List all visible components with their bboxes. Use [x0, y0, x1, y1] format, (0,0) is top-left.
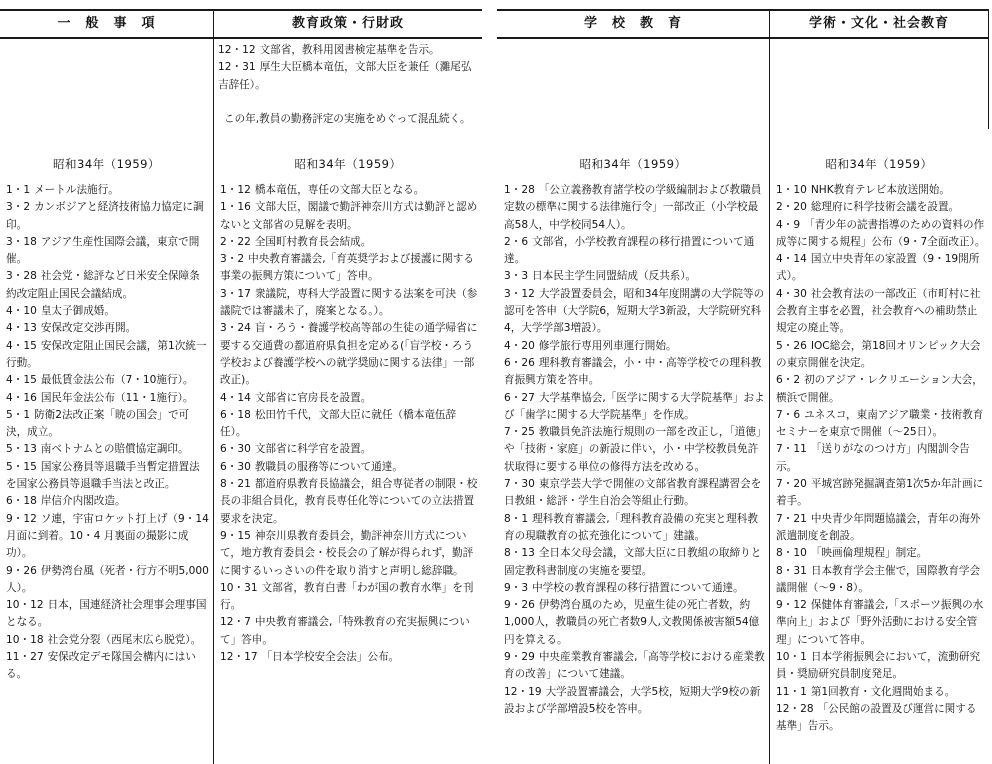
- entry-text: NHK教育テレビ本放送開始。: [810, 184, 950, 196]
- entry-text: 衆議院，専科大学設置に関する法案を可決（参議院では審議未了，廃案となる。）。: [220, 287, 478, 318]
- entry-date: 10・18: [6, 633, 44, 646]
- entry-date: 8・13: [504, 547, 535, 560]
- entry-date: 6・26: [504, 356, 535, 369]
- list-item: [774, 372, 986, 407]
- list-item: [774, 701, 986, 736]
- entry-text: 日本，国連経済社会理事会理事国となる。: [6, 599, 207, 629]
- entry-date: 1・10: [776, 184, 807, 196]
- entry-date: 6・30: [220, 443, 251, 456]
- list-item: [774, 511, 986, 546]
- entry-date: 8・31: [776, 564, 807, 577]
- list-item: [4, 182, 210, 199]
- entry-date: 4・14: [220, 391, 251, 404]
- entry-text: 平城宮跡発掘調査第1次5か年計画に着手。: [776, 478, 984, 508]
- entry-text: 岸信介内閣改造。: [40, 495, 126, 508]
- entry-date: 6・18: [6, 495, 37, 508]
- entry-date: 6・30: [220, 460, 251, 473]
- entry-date: 12・12: [218, 44, 256, 56]
- list-item: [502, 597, 767, 649]
- policy-continuation: [218, 42, 482, 128]
- entry-date: 12・17: [220, 651, 258, 664]
- entry-date: 3・2: [6, 201, 31, 214]
- year-note: この年,教員の勤務評定の実施をめぐって混乱続く。: [224, 112, 471, 125]
- entry-text: 全国町村教育長会結成。: [254, 235, 372, 248]
- entry-date: 11・27: [6, 651, 44, 664]
- era-label-culture: 昭和34年（1959）: [825, 157, 933, 171]
- entry-date: 3・28: [6, 270, 37, 283]
- list-item: [774, 286, 986, 338]
- entry-text: 神奈川県教育委員会，勤評神奈川方式について，地方教育委員会・校長会の了解が得られず，勤評に関するいっさいの件を取り消すと声明し総辞職。: [220, 529, 474, 577]
- list-item: [218, 528, 482, 580]
- entry-date: 5・26: [776, 339, 807, 352]
- entry-text: メートル法施行。: [34, 184, 119, 196]
- entry-text: 文部省，教科用図書検定基準を告示。: [259, 44, 440, 56]
- entry-text: 国民年金法公布（11・1施行）。: [40, 391, 194, 404]
- list-item: [4, 459, 210, 494]
- list-item: [218, 59, 482, 94]
- list-item: [502, 684, 767, 719]
- entry-text: 東京学芸大学で開催の文部省教育課程講習会を日教組・総評・学生自治会等組止行動。: [504, 478, 762, 508]
- list-item: [774, 441, 986, 476]
- entry-date: 2・20: [776, 201, 807, 214]
- list-item: [218, 614, 482, 649]
- entry-text: アジア生産性国際会議，東京で開催。: [6, 235, 200, 266]
- entry-date: 9・3: [504, 581, 529, 594]
- list-item: [774, 684, 986, 701]
- entry-date: 10・1: [776, 651, 807, 664]
- entry-text: 松田竹千代，文部大臣に就任（橋本竜伍辞任）。: [220, 408, 457, 439]
- entry-date: 12・31: [218, 61, 256, 74]
- list-item: [4, 268, 210, 303]
- list-item: [218, 459, 482, 476]
- list-item: [218, 182, 482, 199]
- list-item: [218, 234, 482, 251]
- list-item: [218, 649, 482, 666]
- entry-date: 7・21: [776, 512, 807, 525]
- list-item: [774, 182, 986, 199]
- era-label-policy: 昭和34年（1959）: [294, 157, 402, 171]
- entry-date: 8・1: [504, 512, 529, 525]
- list-item: [774, 338, 986, 373]
- entry-date: 8・21: [220, 478, 251, 491]
- list-item: [774, 217, 986, 252]
- entry-text: 安保改定交渉再開。: [40, 322, 137, 335]
- entry-date: 4・15: [6, 374, 37, 387]
- list-item: [4, 632, 210, 649]
- entry-date: 4・10: [6, 305, 37, 318]
- list-item: [4, 493, 210, 510]
- entry-text: 最低賃金法公布（7・10施行）。: [40, 374, 194, 387]
- list-item: [4, 390, 210, 407]
- entry-date: 4・16: [6, 391, 37, 404]
- entry-date: 7・6: [776, 408, 801, 421]
- entry-date: 7・11: [776, 443, 807, 456]
- entry-text: 社会党・総評など日米安全保障条約改定阻止国民会議結成。: [6, 270, 200, 300]
- entry-text: ソ連，宇宙ロケット打上げ（9・14月面に到着。10・4 月裏面の撮影に成功）。: [6, 512, 209, 560]
- entry-text: 中央産業教育審議会,「高等学校における産業教育の改善」について建議。: [504, 651, 765, 681]
- entry-text: 「公民館の設置及び運営に関する基準」告示。: [776, 702, 977, 733]
- list-item: [218, 251, 482, 286]
- list-item: [4, 511, 210, 563]
- column-divider: [769, 9, 770, 764]
- entry-text: 社会教育法の一部改正（市町村に社会教育主事を必置，社会教育への補助禁止規定の廃止等。: [776, 287, 981, 335]
- list-item: [774, 563, 986, 598]
- entry-date: 4・15: [6, 339, 37, 352]
- entry-date: 3・24: [220, 322, 251, 335]
- list-item: [4, 338, 210, 373]
- column-divider: [988, 9, 989, 129]
- entry-date: 6・2: [776, 374, 801, 387]
- school-column: [502, 182, 767, 718]
- entry-text: 日本教育学会主催で，国際教育学会議開催（〜9・8）。: [776, 564, 981, 594]
- era-label-school: 昭和34年（1959）: [579, 157, 687, 171]
- entry-text: 文部省に官房長を設置。: [254, 391, 372, 404]
- entry-text: 理科教育審議会,「理科教育設備の充実と理科教育の現職教育の拡充強化について」建議。: [504, 512, 758, 542]
- list-item: [502, 234, 767, 269]
- entry-date: 5・13: [6, 443, 37, 456]
- entry-text: IOC総会，第18回オリンピック大会の東京開催を決定。: [776, 339, 981, 369]
- entry-date: 6・27: [504, 391, 535, 404]
- entry-text: 日本民主学生同盟結成（反共系）。: [532, 270, 697, 283]
- entry-text: 「公立義務教育諸学校の学級編制および教職員定数の標準に関する法律施行令」一部改正（小学校最高58人，中学校同54人）。: [504, 184, 762, 231]
- entry-date: 4・30: [776, 287, 807, 300]
- entry-date: 12・28: [776, 702, 814, 715]
- list-item: [502, 649, 767, 684]
- list-item: [218, 441, 482, 458]
- list-item: [502, 268, 767, 285]
- entry-date: 10・31: [220, 581, 258, 594]
- entry-text: 文部省，小学校教育課程の移行措置について通達。: [504, 235, 755, 266]
- entry-date: 3・2: [220, 253, 245, 266]
- list-item: [502, 355, 767, 390]
- entry-text: 国家公務員等退職手当暫定措置法を国家公務員等退職手当法と改正。: [6, 460, 200, 491]
- list-item: [774, 476, 986, 511]
- header-bottom-rule: [497, 37, 989, 39]
- entry-date: 11・1: [776, 685, 807, 698]
- entry-text: 文部省に科学官を設置。: [254, 443, 372, 456]
- entry-text: 中央教育審議会,「育英奨学および援護に関する事業の振興方策について」答申。: [220, 253, 474, 283]
- list-item: [502, 476, 767, 511]
- culture-column: [774, 182, 986, 736]
- entry-date: 1・1: [6, 184, 31, 196]
- entry-date: 4・20: [504, 339, 535, 352]
- entry-date: 9・26: [504, 599, 535, 612]
- list-item: [4, 563, 210, 598]
- entry-text: 国立中央青年の家設置（9・19開所式）。: [776, 253, 980, 283]
- list-item: [774, 545, 986, 562]
- entry-text: 第1回教育・文化週間始まる。: [810, 685, 956, 698]
- entry-date: 1・28: [504, 184, 535, 196]
- list-item: [4, 649, 210, 684]
- list-item: [218, 320, 482, 389]
- entry-date: 12・7: [220, 616, 251, 629]
- header-bottom-rule: [0, 37, 482, 39]
- list-item: [218, 199, 482, 234]
- entry-text: 安保改定デモ隊国会構内にはいる。: [6, 651, 196, 681]
- entry-date: 4・9: [776, 218, 801, 231]
- entry-text: 初のアジア・レクリエーション大会，横浜で開催。: [776, 374, 983, 404]
- list-item: [4, 303, 210, 320]
- entry-text: 総理府に科学技術会議を設置。: [810, 201, 960, 214]
- entry-date: 5・1: [6, 408, 31, 421]
- list-item: [774, 407, 986, 442]
- policy-column: [218, 182, 482, 666]
- list-item: [774, 597, 986, 649]
- list-item: [502, 338, 767, 355]
- header-top-rule: [0, 9, 482, 11]
- list-item: [4, 407, 210, 442]
- entry-date: 9・12: [776, 599, 807, 612]
- list-item: [502, 390, 767, 425]
- entry-text: 保健体育審議会,「スポーツ振興の水準向上」および「野外活動における安全管理」について答申。: [776, 599, 984, 646]
- entry-date: 2・22: [220, 235, 251, 248]
- entry-date: 3・17: [220, 287, 251, 300]
- entry-date: 10・12: [6, 599, 44, 612]
- entry-text: 教職員免許法施行規則の一部を改正し，「道徳」や「技術・家庭」の新設に伴い，小・中学校教員免許状取得に要する単位の修得方法を改める。: [504, 426, 767, 473]
- entry-date: 7・30: [504, 478, 535, 491]
- entry-date: 2・6: [504, 235, 529, 248]
- list-item: [774, 649, 986, 684]
- entry-text: 伊勢湾台風（死者・行方不明5,000人）。: [6, 564, 209, 594]
- entry-text: 都道府県教育長協議会，組合専従者の制限・校長の非組合員化，教育長専任化等についての立法措置要求を決定。: [220, 478, 478, 525]
- entry-date: 3・12: [504, 287, 535, 300]
- entry-date: 3・3: [504, 270, 529, 283]
- list-item: [502, 182, 767, 234]
- entry-text: 皇太子御成婚。: [40, 305, 115, 318]
- entry-text: 橋本竜伍，専任の文部大臣となる。: [254, 184, 425, 196]
- list-item: [4, 234, 210, 269]
- entry-date: 5・15: [6, 460, 37, 473]
- entry-date: 9・12: [6, 512, 37, 525]
- entry-text: 盲・ろう・養護学校高等部の生徒の通学帰省に要する交通費の都道府県負担を定める(「盲学校・ろう学校および養護学校への就学奨励に関する法律」一部改正)。: [220, 322, 478, 387]
- entry-text: 大学基準協会,「医学に関する大学院基準」および「歯学に関する大学院基準」を作成。: [504, 391, 765, 421]
- entry-text: 全日本父母会議，文部大臣に日教組の取締りと固定教科書制度の実施を要望。: [504, 547, 762, 577]
- entry-text: 修学旅行専用列車運行開始。: [538, 339, 677, 352]
- entry-text: 理科教育審議会，小・中・高等学校での理科教育振興方策を答申。: [504, 356, 762, 387]
- entry-text: 「日本学校安全会法」公布。: [261, 651, 400, 664]
- entry-text: カンボジアと経済技術協力協定に調印。: [6, 201, 204, 231]
- list-item: [218, 407, 482, 442]
- list-item: [218, 286, 482, 321]
- entry-date: 12・19: [504, 685, 542, 698]
- entry-text: 「青少年の読書指導のための資料の作成等に関する規程」公布（9・7全面改正）。: [776, 218, 986, 248]
- header-top-rule: [497, 9, 989, 11]
- entry-date: 1・12: [220, 184, 251, 196]
- entry-text: ユネスコ，東南アジア職業・技術教育セミナーを東京で開催（〜25日）。: [776, 408, 984, 439]
- entry-text: 大学設置委員会，昭和34年度開講の大学院等の認可を答申（大学院6，短期大学3新設，大学院研究科4，大学学部3増設）。: [504, 287, 765, 335]
- entry-text: 厚生大臣橋本竜伍，文部大臣を兼任（灘尾弘吉辞任）。: [218, 61, 472, 91]
- entry-text: 中央教育審議会,「特殊教育の充実振興について」答申。: [220, 616, 470, 646]
- header-culture: 学術・文化・社会教育: [808, 16, 949, 31]
- list-item: [502, 511, 767, 546]
- entry-date: 4・13: [6, 322, 37, 335]
- list-item: [4, 441, 210, 458]
- entry-text: 「送りがなのつけ方」内閣訓令告示。: [776, 443, 970, 473]
- entry-text: 伊勢湾台風のため，児童生徒の死亡者数，約1,000人，教職員の死亡者数9人,文教関係被害額54億円を算える。: [504, 599, 760, 646]
- list-item: [4, 199, 210, 234]
- era-label-general: 昭和34年（1959）: [53, 157, 160, 171]
- list-item: [774, 199, 986, 216]
- entry-date: 9・15: [220, 529, 251, 542]
- list-item: [774, 251, 986, 286]
- list-item: [218, 42, 482, 59]
- entry-date: 8・10: [776, 547, 807, 560]
- entry-date: 7・25: [504, 426, 535, 439]
- entry-text: 中央青少年問題協議会，青年の海外派遣制度を創設。: [776, 512, 981, 542]
- list-item: [218, 580, 482, 615]
- entry-text: 防衛2法改正案「暁の国会」で可決，成立。: [6, 408, 190, 439]
- list-item: [502, 545, 767, 580]
- entry-text: 安保改定阻止国民会議，第1次統一行動。: [6, 339, 207, 369]
- list-item: [502, 286, 767, 338]
- entry-text: 教職員の服務等について通達。: [254, 460, 403, 473]
- entry-text: 大学設置審議会，大学5校，短期大学9校の新設および学部増設5校を答申。: [504, 685, 761, 715]
- header-general: 一 般 事 項: [57, 16, 156, 31]
- entry-text: 社会党分裂（西尾末広ら脱党）。: [47, 633, 202, 646]
- entry-date: 7・20: [776, 478, 807, 491]
- list-item: [218, 390, 482, 407]
- column-divider: [213, 9, 214, 764]
- list-item: [4, 372, 210, 389]
- entry-date: 9・29: [504, 651, 535, 664]
- entry-text: 文部大臣，閣議で勤評神奈川方式は勤評と認めないと文部省の見解を表明。: [220, 201, 478, 231]
- entry-date: 9・26: [6, 564, 37, 577]
- entry-text: 文部省，教育白書「わが国の教育水準」を刊行。: [220, 581, 474, 612]
- list-item: [218, 476, 482, 528]
- entry-date: 6・18: [220, 408, 251, 421]
- header-school: 学 校 教 育: [583, 16, 682, 31]
- list-item: [4, 320, 210, 337]
- entry-text: 中学校の教育課程の移行措置について通達。: [532, 581, 744, 594]
- entry-text: 日本学術振興会において，流動研究員・奨励研究員制度発足。: [776, 651, 981, 681]
- header-policy: 教育政策・行財政: [291, 16, 404, 31]
- list-item: [502, 580, 767, 597]
- entry-date: 1・16: [220, 201, 251, 214]
- entry-date: 4・14: [776, 253, 807, 266]
- general-column: [4, 182, 210, 684]
- list-item: [4, 597, 210, 632]
- entry-date: 3・18: [6, 235, 37, 248]
- entry-text: 「映画倫理規程」制定。: [810, 547, 928, 560]
- entry-text: 南ベトナムとの賠償協定調印。: [40, 443, 189, 456]
- list-item: [502, 424, 767, 476]
